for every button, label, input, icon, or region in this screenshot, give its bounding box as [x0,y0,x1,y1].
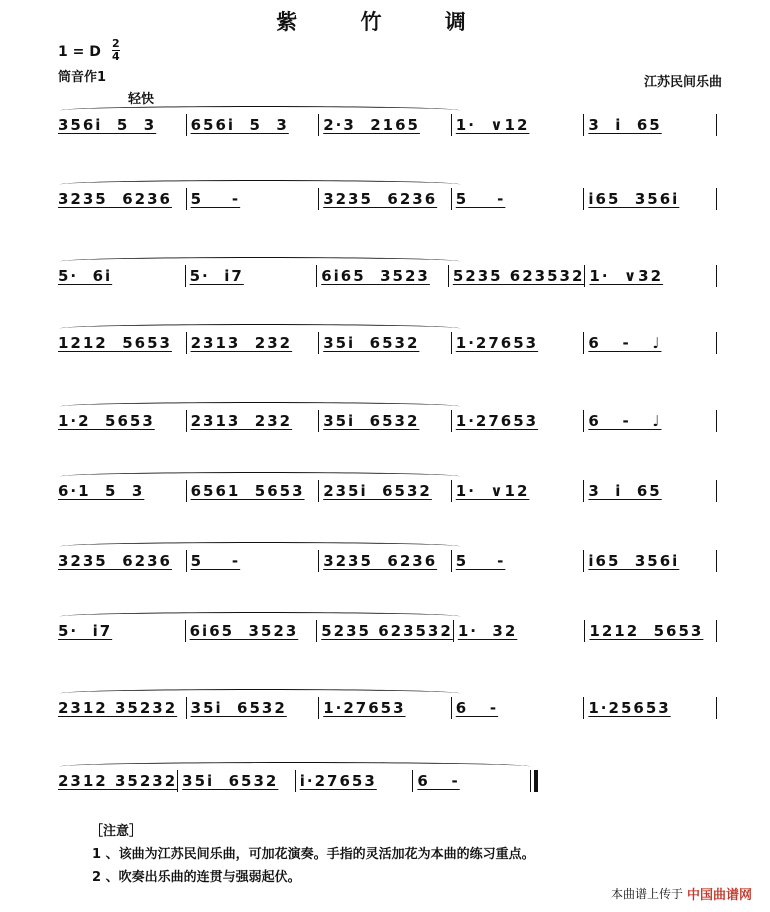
measure: 3235 6236 [58,190,172,208]
measure: 6 - ♩ [583,332,716,354]
measure: 6i65 3523 [185,620,317,642]
measure: 6·1 5 3 [58,482,145,500]
measure: 3 i 65 [583,114,716,136]
measure: i65 356i [583,550,716,572]
measure: 3235 6236 [318,550,451,572]
score-line [58,112,723,136]
measure: 2312 35232 [58,772,178,790]
measure: 6561 5653 [186,480,319,502]
score-line [58,695,723,719]
tempo-marking: 轻快 [128,92,155,107]
measure: 1212 5653 [58,334,172,352]
measure: 5235 623532 [448,265,585,287]
measure: 35i 6532 [186,697,319,719]
measure: 3235 6236 [318,188,451,210]
measure: 5235 623532 [316,620,453,642]
measure: 6 - [451,697,584,719]
score-line [58,768,538,792]
upload-credit [611,884,752,903]
barline [716,480,723,502]
measure: 3235 6236 [58,552,172,570]
measure: 1· 32 [453,620,585,642]
barline [716,332,723,354]
measure: 5 - [451,188,584,210]
slur-mark [60,472,460,481]
measure: 5 - [186,188,319,210]
measure: 5 - [451,550,584,572]
barline [716,410,723,432]
barline [716,265,723,287]
score-title: 紫 竹 调 [276,10,494,34]
measure: 1·27653 [451,410,584,432]
barline [716,620,723,642]
score-line [58,186,723,210]
score-line [58,478,723,502]
slur-mark [60,762,530,771]
barline [716,188,723,210]
measure: 656i 5 3 [186,114,319,136]
measure: 35i 6532 [318,332,451,354]
score-line [58,408,723,432]
measure: 6i65 3523 [316,265,448,287]
barline [530,770,538,792]
barline [716,697,723,719]
measure: 35i 6532 [177,770,295,792]
slur-mark [60,689,460,698]
measure: 5· 6i [58,267,113,285]
measure: 235i 6532 [318,480,451,502]
slur-mark [60,180,460,189]
barline [716,550,723,572]
measure: i65 356i [583,188,716,210]
measure: i·27653 [295,770,413,792]
slur-mark [60,106,460,115]
measure: 1·25653 [583,697,716,719]
measure: 35i 6532 [318,410,451,432]
note-item: 1 、该曲为江苏民间乐曲，可加花演奏。手指的灵活加花为本曲的练习重点。 [92,847,535,862]
measure: 1· ∨12 [451,480,584,502]
measure: 5· i7 [58,622,113,640]
measure: 356i 5 3 [58,116,157,134]
measure: 5 - [186,550,319,572]
measure: 1·2 5653 [58,412,155,430]
slur-mark [60,324,460,333]
notes-heading: ［注意］ [90,824,143,839]
measure: 2·3 2165 [318,114,451,136]
score-line [58,330,723,354]
note-item: 2 、吹奏出乐曲的连贯与强弱起伏。 [92,870,301,885]
upload-label: 本曲谱上传于 [610,887,683,901]
site-logo[interactable]: 中国曲谱网 [686,888,752,903]
slur-mark [60,257,460,266]
slur-mark [60,402,460,411]
measure: 1212 5653 [584,620,716,642]
slur-mark [60,542,460,551]
score-line [58,548,723,572]
measure: 1·27653 [318,697,451,719]
measure: 2312 35232 [58,699,178,717]
measure: 2313 232 [186,410,319,432]
fingering-note: 筒音作1 [58,70,107,85]
time-signature-top: 2 [112,37,120,50]
measure: 1· ∨12 [451,114,584,136]
composer: 江苏民间乐曲 [643,75,722,90]
slur-mark [60,612,460,621]
measure: 1· ∨32 [584,265,716,287]
measure: 3 i 65 [583,480,716,502]
time-signature-bottom: 4 [112,50,120,63]
measure: 2313 232 [186,332,319,354]
measure: 5· i7 [185,265,317,287]
measure: 1·27653 [451,332,584,354]
notes-section [92,820,535,889]
score-line [58,263,723,287]
barline [716,114,723,136]
key-signature: 1 = D [58,44,101,60]
measure: 6 - ♩ [583,410,716,432]
score-line [58,618,723,642]
time-signature [112,38,120,63]
measure: 6 - [412,770,530,792]
